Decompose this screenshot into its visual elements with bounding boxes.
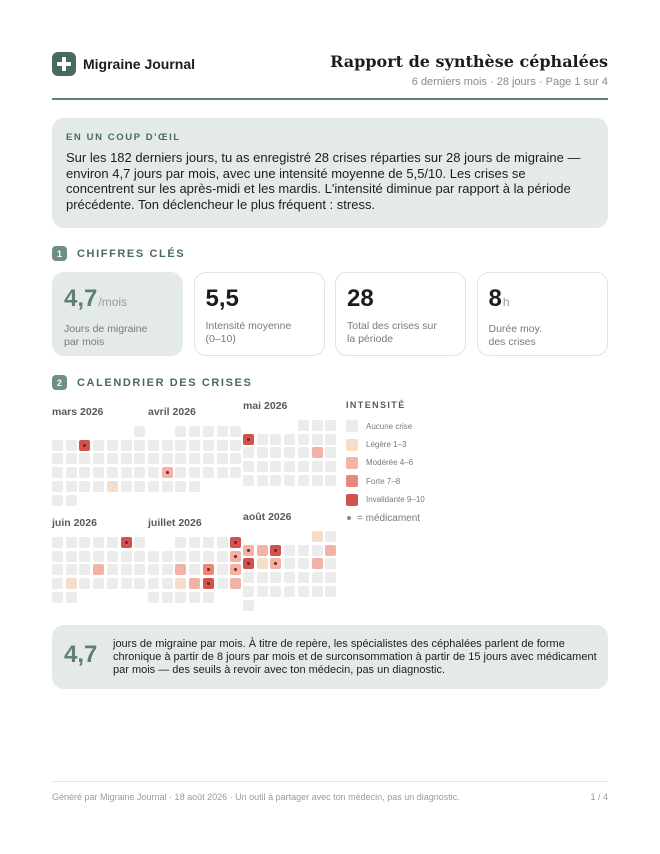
calendar-day [257,586,268,597]
calendar-day [107,564,118,575]
stat-unit: /mois [98,295,128,309]
month-name: juin 2026 [52,517,97,529]
calendar-day [66,467,77,478]
calendar-day [243,434,254,445]
month-calendar [148,406,241,492]
calendar-day [270,447,281,458]
calendar-day [312,420,323,431]
calendar-day [189,578,200,589]
calendar-day [217,467,228,478]
month-calendar [243,400,336,486]
summary-label: EN UN COUP D'ŒIL [66,132,181,143]
calendar-day [52,537,63,548]
calendar-day [257,461,268,472]
calendar-day [121,578,132,589]
calendar-day [325,420,336,431]
calendar-day [312,558,323,569]
calendar-day [66,564,77,575]
calendar-day [270,586,281,597]
calendar-day [79,537,90,548]
stat-card-mean-intensity [194,272,325,356]
calendar-day [257,434,268,445]
stat-unit: h [502,295,510,309]
page-number: 1 / 4 [590,792,608,802]
calendar-day [93,564,104,575]
calendar-day [243,558,254,569]
stat-value: 5,5 [205,285,239,312]
calendar-day [66,578,77,589]
legend-item [346,472,425,490]
calendar-day [148,453,159,464]
calendar-day [93,537,104,548]
calendar-day [66,551,77,562]
calendar-day [312,447,323,458]
section-calendar [52,375,252,390]
month-calendar [52,406,145,506]
calendar-day [175,453,186,464]
calendar-day [52,440,63,451]
legend-label: Modérée 4–6 [366,458,414,468]
calendar-day [134,481,145,492]
calendar-day [189,537,200,548]
calendar-day [284,461,295,472]
month-grid [243,531,336,611]
calendar-day [175,440,186,451]
calendar-day [284,434,295,445]
calendar-day [312,434,323,445]
calendar-day [189,551,200,562]
stat-cards [52,272,608,356]
calendar-day [298,475,309,486]
legend-item [346,417,425,435]
brand [52,52,195,76]
calendar-day [284,558,295,569]
month-name: mai 2026 [243,400,288,412]
calendar-day [121,481,132,492]
month-grid [52,537,145,603]
calendar-day [66,440,77,451]
calendar-day [230,467,241,478]
calendar-day [148,564,159,575]
app-name: Migraine Journal [83,56,196,72]
calendar-day [189,426,200,437]
calendar-day [243,572,254,583]
calendar-day [79,467,90,478]
note-text: jours de migraine par mois. À titre de repère, les spécialistes des céphalées parlent de forme chronique à partir de 8 jours par mois et de surconsommation à partir de 15 jours avec médicament par mois — des seuils à revoir avec ton médecin, pas un diagnostic. [113,638,597,676]
calendar-day [175,426,186,437]
calendar-day [230,453,241,464]
calendar-day [325,531,336,542]
stat-card-migraine-days [52,272,183,356]
calendar-day [79,564,90,575]
legend-medication-label: = médicament [357,512,421,524]
calendar-day [121,453,132,464]
calendar-day [230,440,241,451]
month-grid [148,426,241,492]
calendar-day [312,531,323,542]
calendar-day [230,564,241,575]
calendar-day [107,440,118,451]
stat-card-total-attacks [335,272,466,356]
calendar-day [257,447,268,458]
calendar-day [243,461,254,472]
report-title: Rapport de synthèse céphalées [330,52,608,71]
calendar-day [162,551,173,562]
calendar-day [189,453,200,464]
legend-swatch [346,494,358,506]
report-subtitle: 6 derniers mois · 28 jours · Page 1 sur 4 [411,76,608,88]
calendar-day [79,453,90,464]
calendar-day [298,420,309,431]
calendar-day [52,495,63,506]
calendar-day [243,475,254,486]
calendar-day [93,453,104,464]
report-footer [52,781,608,802]
legend-swatch [346,420,358,432]
threshold-note [52,625,608,689]
attack-calendar [52,398,608,610]
calendar-day [134,537,145,548]
calendar-day [162,592,173,603]
calendar-day [230,551,241,562]
calendar-day [121,551,132,562]
calendar-day [325,475,336,486]
calendar-day [52,453,63,464]
calendar-day [79,551,90,562]
calendar-day [325,545,336,556]
calendar-day [243,586,254,597]
calendar-day [52,564,63,575]
calendar-day [298,586,309,597]
calendar-day [162,467,173,478]
calendar-day [203,453,214,464]
section-number: 2 [52,375,67,390]
calendar-day [284,545,295,556]
calendar-day [298,434,309,445]
calendar-day [217,551,228,562]
calendar-day [175,467,186,478]
calendar-day [79,440,90,451]
calendar-day [148,578,159,589]
calendar-day [134,578,145,589]
calendar-day [243,545,254,556]
legend-label: Invalidante 9–10 [366,495,425,505]
calendar-day [217,578,228,589]
calendar-day [298,558,309,569]
calendar-day [284,475,295,486]
calendar-day [284,572,295,583]
calendar-day [162,564,173,575]
plus-cross-icon [52,52,76,76]
calendar-day [107,467,118,478]
month-calendar [148,517,241,603]
calendar-day [257,545,268,556]
section-key-figures [52,246,185,261]
calendar-day [257,572,268,583]
calendar-day [175,564,186,575]
calendar-day [189,440,200,451]
stat-label: Durée moy. des crises [488,323,542,348]
calendar-day [298,461,309,472]
calendar-day [312,475,323,486]
calendar-day [203,551,214,562]
calendar-day [107,481,118,492]
calendar-day [93,467,104,478]
calendar-day [79,481,90,492]
calendar-day [312,461,323,472]
calendar-day [93,481,104,492]
calendar-day [325,461,336,472]
calendar-day [107,578,118,589]
intensity-legend [346,400,425,524]
calendar-day [66,495,77,506]
calendar-day [325,572,336,583]
month-calendar [243,511,336,611]
summary-text: Sur les 182 derniers jours, tu as enregistré 28 crises réparties sur 28 jours de migraine — environ 4,7 jours par mois, avec une intensité moyenne de 5,5/10. Les crises se concentrent sur les après-midi et les mardis. L'intensité diminue par rapport à la période précédente. Ton déclencheur le plus fréquent : stress. [66,150,581,212]
calendar-day [217,537,228,548]
calendar-day [325,447,336,458]
calendar-day [217,426,228,437]
calendar-day [175,537,186,548]
calendar-day [148,440,159,451]
calendar-day [203,426,214,437]
calendar-day [107,551,118,562]
calendar-day [230,537,241,548]
month-grid [243,420,336,486]
calendar-day [312,545,323,556]
calendar-day [121,537,132,548]
calendar-day [298,447,309,458]
calendar-day [217,453,228,464]
calendar-day [189,481,200,492]
calendar-day [134,564,145,575]
calendar-day [148,592,159,603]
section-number: 1 [52,246,67,261]
calendar-day [121,467,132,478]
calendar-day [325,558,336,569]
calendar-day [270,434,281,445]
section-title: CALENDRIER DES CRISES [77,376,253,389]
month-grid [148,537,241,603]
section-title: CHIFFRES CLÉS [77,247,186,260]
stat-label: Jours de migraine par mois [64,323,148,348]
calendar-day [107,537,118,548]
stat-label: Intensité moyenne (0–10) [205,320,292,345]
calendar-day [257,475,268,486]
calendar-day [257,558,268,569]
calendar-day [284,447,295,458]
calendar-day [298,545,309,556]
legend-swatch [346,457,358,469]
calendar-day [270,558,281,569]
calendar-day [189,467,200,478]
calendar-day [148,481,159,492]
calendar-day [79,578,90,589]
calendar-day [189,592,200,603]
legend-label: Légère 1–3 [366,440,407,450]
calendar-day [217,440,228,451]
calendar-day [203,564,214,575]
calendar-day [134,551,145,562]
calendar-day [162,440,173,451]
legend-title: INTENSITÉ [346,400,406,410]
calendar-day [230,426,241,437]
calendar-day [284,586,295,597]
calendar-day [298,572,309,583]
medication-dot-icon [347,516,351,520]
calendar-day [189,564,200,575]
calendar-day [162,481,173,492]
calendar-day [134,467,145,478]
calendar-day [270,545,281,556]
calendar-day [325,586,336,597]
calendar-day [162,453,173,464]
calendar-day [203,592,214,603]
calendar-day [175,551,186,562]
stat-label: Total des crises sur la période [347,320,437,345]
calendar-day [270,461,281,472]
stat-value: 4,7/mois [64,285,128,312]
calendar-day [162,578,173,589]
legend-item [346,435,425,453]
calendar-day [52,481,63,492]
note-value: 4,7 [64,641,98,668]
calendar-day [230,578,241,589]
calendar-day [312,586,323,597]
calendar-day [148,551,159,562]
legend-swatch [346,475,358,487]
calendar-day [325,434,336,445]
calendar-day [52,578,63,589]
footer-text: Généré par Migraine Journal · 18 août 2026 · Un outil à partager avec ton médecin, pas un diagnostic. [52,792,460,802]
legend-medication [346,513,425,524]
stat-value: 8h [488,285,510,312]
legend-item [346,454,425,472]
summary-box [52,118,608,228]
calendar-day [66,453,77,464]
calendar-day [52,551,63,562]
legend-label: Forte 7–8 [366,476,401,486]
calendar-day [312,572,323,583]
calendar-day [203,440,214,451]
month-name: juillet 2026 [148,517,202,529]
legend-swatch [346,439,358,451]
calendar-day [134,426,145,437]
calendar-day [203,578,214,589]
calendar-day [203,467,214,478]
month-name: août 2026 [243,511,292,523]
calendar-day [175,481,186,492]
calendar-day [217,564,228,575]
calendar-day [134,440,145,451]
month-name: mars 2026 [52,406,104,418]
calendar-day [52,592,63,603]
stat-card-mean-duration [477,272,608,356]
calendar-day [52,467,63,478]
month-grid [52,426,145,506]
calendar-day [270,475,281,486]
calendar-day [93,551,104,562]
stat-value: 28 [347,285,374,312]
calendar-day [134,453,145,464]
calendar-day [270,572,281,583]
month-name: avril 2026 [148,406,196,418]
legend-item [346,491,425,509]
calendar-day [93,440,104,451]
legend-label: Aucune crise [366,421,413,431]
calendar-day [175,592,186,603]
calendar-day [121,564,132,575]
calendar-day [66,592,77,603]
calendar-day [93,578,104,589]
calendar-day [203,537,214,548]
calendar-day [175,578,186,589]
calendar-day [148,467,159,478]
calendar-day [66,481,77,492]
calendar-day [121,440,132,451]
calendar-day [243,600,254,611]
calendar-day [243,447,254,458]
month-calendar [52,517,145,603]
calendar-day [107,453,118,464]
calendar-day [66,537,77,548]
report-header [52,52,608,100]
